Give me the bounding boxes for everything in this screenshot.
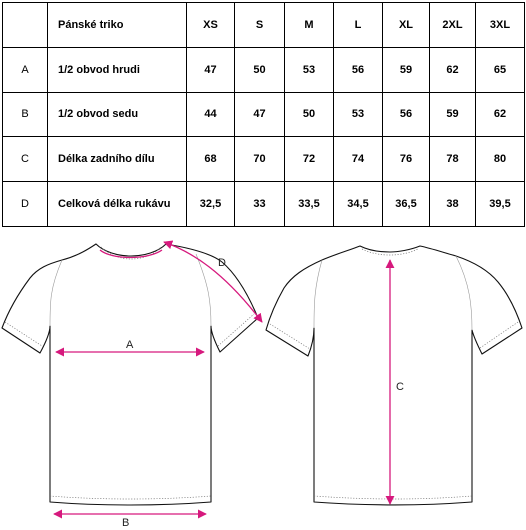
front-body bbox=[2, 244, 258, 505]
size-header-2xl: 2XL bbox=[430, 3, 476, 48]
table-cell: 62 bbox=[476, 92, 525, 137]
tshirt-front bbox=[2, 244, 258, 505]
table-cell: 80 bbox=[476, 137, 525, 182]
table-cell: 70 bbox=[235, 137, 285, 182]
measure-c-label: C bbox=[396, 381, 404, 393]
back-body bbox=[266, 246, 522, 505]
size-header-m: M bbox=[285, 3, 334, 48]
table-row bbox=[3, 137, 525, 182]
table-cell: 56 bbox=[334, 47, 383, 92]
table-cell: 50 bbox=[285, 92, 334, 137]
measure-d-label: D bbox=[218, 257, 226, 269]
size-header-xl: XL bbox=[383, 3, 430, 48]
row-letter: B bbox=[3, 92, 48, 137]
table-cell: 53 bbox=[285, 47, 334, 92]
table-cell: 65 bbox=[476, 47, 525, 92]
table-cell: 59 bbox=[430, 92, 476, 137]
row-label: 1/2 obvod sedu bbox=[48, 92, 187, 137]
table-cell: 47 bbox=[187, 47, 235, 92]
table-title: Pánské triko bbox=[48, 3, 187, 48]
size-table bbox=[2, 2, 525, 227]
table-corner-cell bbox=[3, 3, 48, 48]
table-cell: 78 bbox=[430, 137, 476, 182]
table-cell: 44 bbox=[187, 92, 235, 137]
table-cell: 72 bbox=[285, 137, 334, 182]
tshirt-back bbox=[266, 246, 522, 505]
size-header-3xl: 3XL bbox=[476, 3, 525, 48]
row-letter: A bbox=[3, 47, 48, 92]
row-label: Délka zadního dílu bbox=[48, 137, 187, 182]
table-cell: 59 bbox=[383, 47, 430, 92]
size-header-s: S bbox=[235, 3, 285, 48]
table-cell: 33,5 bbox=[285, 182, 334, 227]
size-header-l: L bbox=[334, 3, 383, 48]
table-cell: 76 bbox=[383, 137, 430, 182]
row-letter: D bbox=[3, 182, 48, 227]
row-label: Celková délka rukávu bbox=[48, 182, 187, 227]
measure-a-label: A bbox=[126, 339, 134, 351]
table-cell: 53 bbox=[334, 92, 383, 137]
row-label: 1/2 obvod hrudi bbox=[48, 47, 187, 92]
table-cell: 36,5 bbox=[383, 182, 430, 227]
table-cell: 68 bbox=[187, 137, 235, 182]
table-cell: 47 bbox=[235, 92, 285, 137]
table-cell: 38 bbox=[430, 182, 476, 227]
table-cell: 33 bbox=[235, 182, 285, 227]
table-cell: 62 bbox=[430, 47, 476, 92]
table-cell: 39,5 bbox=[476, 182, 525, 227]
table-cell: 34,5 bbox=[334, 182, 383, 227]
table-cell: 74 bbox=[334, 137, 383, 182]
table-header-row bbox=[3, 3, 525, 48]
measure-b bbox=[54, 514, 206, 528]
row-letter: C bbox=[3, 137, 48, 182]
table-cell: 32,5 bbox=[187, 182, 235, 227]
table-row bbox=[3, 182, 525, 227]
table-cell: 50 bbox=[235, 47, 285, 92]
table-row bbox=[3, 92, 525, 137]
measure-b-label: B bbox=[122, 517, 130, 528]
size-header-xs: XS bbox=[187, 3, 235, 48]
tshirt-diagram bbox=[0, 232, 526, 528]
table-cell: 56 bbox=[383, 92, 430, 137]
table-row bbox=[3, 47, 525, 92]
